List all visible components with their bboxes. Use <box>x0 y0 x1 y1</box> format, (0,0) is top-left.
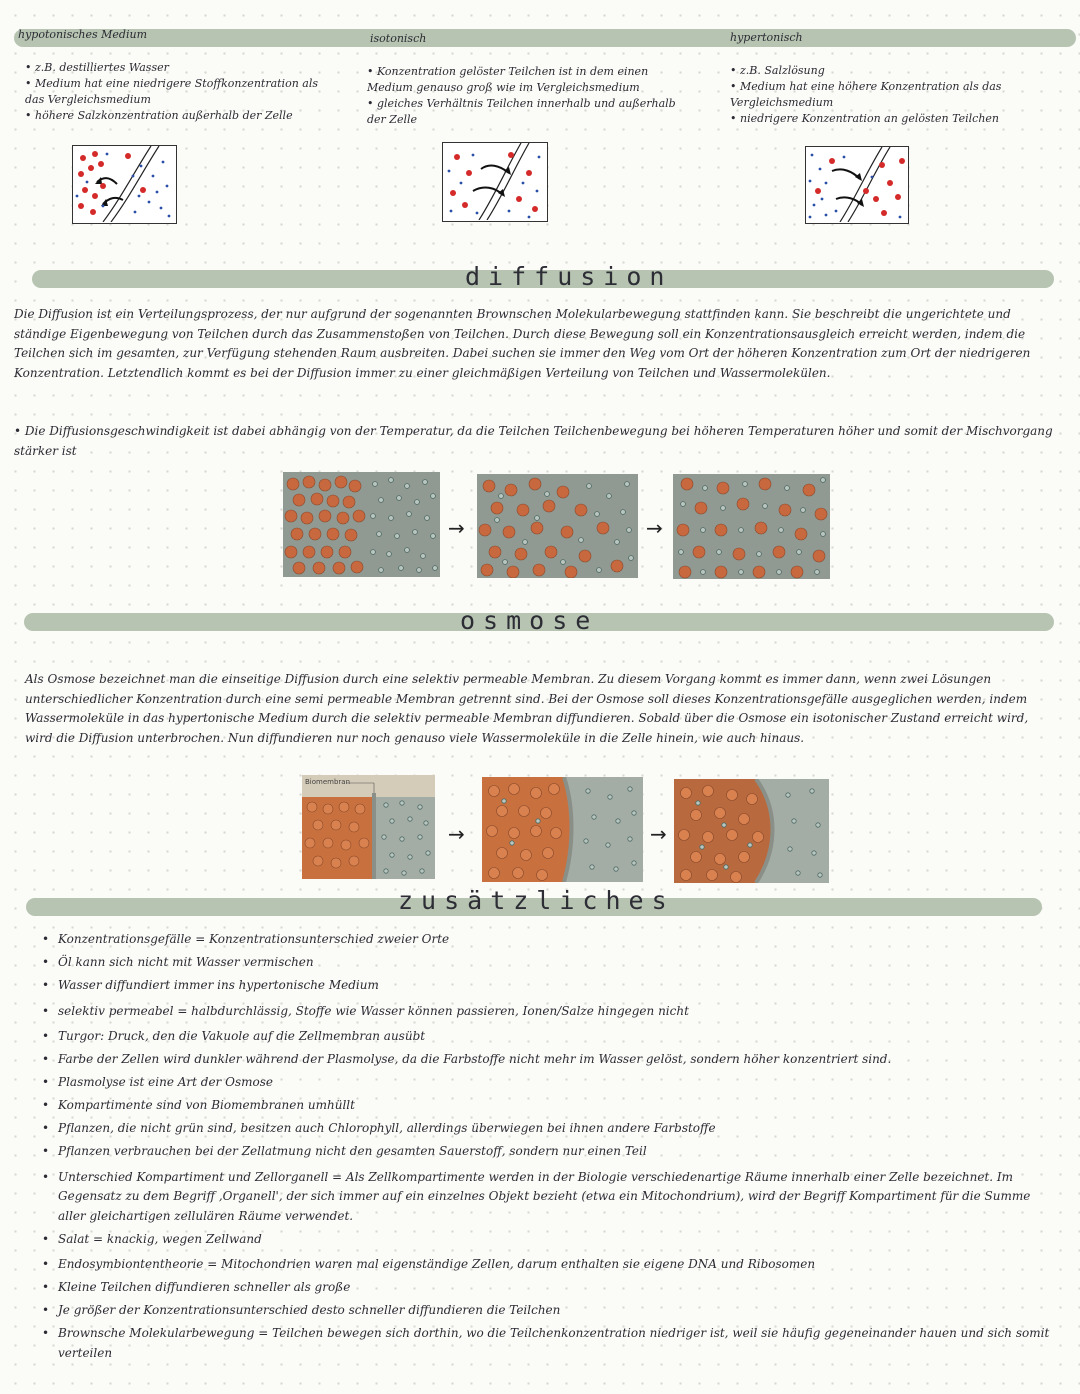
list-item: • Kompartimente sind von Biomembranen umhüllt <box>40 1096 1050 1116</box>
column-title-hypertonic: hypertonisch <box>730 31 803 44</box>
list-item: • Salat = knackig, wegen Zellwand <box>40 1230 1050 1250</box>
column-title-hypotonic: hypotonisches Medium <box>18 28 147 41</box>
list-item: • Plasmolyse ist eine Art der Osmose <box>40 1073 1050 1093</box>
arrow-right-icon: → <box>650 822 667 846</box>
list-item: • Kleine Teilchen diffundieren schneller als große <box>40 1278 1050 1298</box>
list-item: • selektiv permeabel = halbdurchlässig, Stoffe wie Wasser können passieren, Ionen/Salze hingegen nicht <box>40 1002 1050 1022</box>
isotonic-list <box>367 64 692 128</box>
list-item: • Turgor: Druck, den die Vakuole auf die Zellmembran ausübt <box>40 1027 1050 1047</box>
list-item: • Medium hat eine niedrigere Stoffkonzentration als das Vergleichsmedium <box>25 76 325 108</box>
osmose-stage-2 <box>482 777 643 882</box>
diagram-hypertonic <box>805 146 909 224</box>
list-item: • z.B. destilliertes Wasser <box>25 60 325 76</box>
list-item: • Endosymbiontentheorie = Mitochondrien waren mal eigenständige Zellen, darum enthalten sie eigene DNA und Ribosomen <box>40 1255 1050 1275</box>
hypertonic-list <box>730 63 1030 127</box>
diagram-isotonic <box>442 142 548 222</box>
diffusion-stage-2-graphic <box>477 474 638 578</box>
osmose-stage-1 <box>302 775 435 879</box>
list-item: • Brownsche Molekularbewegung = Teilchen bewegen sich dorthin, wo die Teilchenkonzentration niedriger ist, weil sie häufig gegeneinander hauen und sich somit verteilen <box>40 1324 1050 1363</box>
isotonic-particles-graphic <box>443 143 546 220</box>
column-title-isotonic: isotonisch <box>370 32 427 45</box>
zusaetzliches-heading: zusätzliches <box>398 886 675 915</box>
list-item: • Farbe der Zellen wird dunkler während der Plasmolyse, da die Farbstoffe nicht mehr im Wasser gelöst, sondern höher konzentriert sind. <box>40 1050 1050 1070</box>
diffusion-paragraph: Die Diffusion ist ein Verteilungsprozess, der nur aufgrund der sogenannten Brownschen Molekularbewegung stattfinden kann. Sie beschreibt die ungerichtete und ständige Eigenbewegung von Teilchen durch das Zusammenstoßen von Teilchen. Durch diese Bewegung soll ein Konzentrationsausgleich erreicht werden, indem die Teilchen sich im gesamten, zur Verfügung stehenden Raum ausbreiten. Dabei suchen sie immer den Weg vom Ort der höheren Konzentration zum Ort der niedrigeren Konzentration. Letztendlich kommt es bei der Diffusion immer zu einer gleichmäßigen Verteilung von Teilchen und Wassermolekülen. <box>14 307 1031 380</box>
diffusion-stage-1-graphic <box>283 472 440 577</box>
arrow-right-icon: → <box>448 516 465 540</box>
osmose-heading: osmose <box>460 606 599 635</box>
list-item: • Wasser diffundiert immer ins hypertonische Medium <box>40 976 1050 996</box>
list-item: • Je größer der Konzentrationsunterschied desto schneller diffundieren die Teilchen <box>40 1301 1050 1321</box>
diffusion-stage-3 <box>673 474 830 579</box>
osmose-stage-3-graphic <box>674 779 829 883</box>
list-item: • Konzentrationsgefälle = Konzentrationsunterschied zweier Orte <box>40 930 1050 950</box>
list-item: • Pflanzen, die nicht grün sind, besitzen auch Chlorophyll, allerdings überwiegen bei ihnen andere Farbstoffe <box>40 1119 1050 1139</box>
list-item: • Medium hat eine höhere Konzentration als das Vergleichsmedium <box>730 79 1030 111</box>
osmose-stage-2-graphic <box>482 777 643 882</box>
list-item: • Konzentration gelöster Teilchen ist in dem einen Medium genauso groß wie im Vergleichsmedium <box>367 64 692 96</box>
diffusion-note: • Die Diffusionsgeschwindigkeit ist dabei abhängig von der Temperatur, da die Teilchen Teilchenbewegung bei höheren Temperaturen höher und somit der Mischvorgang stärker ist <box>14 424 1053 458</box>
list-item: • Unterschied Kompartiment und Zellorganell = Als Zellkompartimente werden in der Biologie verschiedenartige Räume innerhalb einer Zelle bezeichnet. Im Gegensatz zu dem Begriff ‚Organell', der sich immer auf ein einzelnes Objekt bezieht (etwa ein Mitochondrium), wird der Begriff Kompartiment für die Summe aller gleichartigen zellulären Räume verwendet. <box>40 1168 1050 1227</box>
diffusion-stage-2 <box>477 474 638 578</box>
arrow-right-icon: → <box>646 516 663 540</box>
list-item: • höhere Salzkonzentration außerhalb der Zelle <box>25 108 325 124</box>
diagram-hypotonic <box>72 145 177 224</box>
list-item: • niedrigere Konzentration an gelösten Teilchen <box>730 111 1030 127</box>
osmose-stage-3 <box>674 779 829 883</box>
osmose-stage-1-graphic <box>302 775 435 879</box>
top-band <box>14 29 1076 47</box>
diffusion-heading: diffusion <box>465 262 673 291</box>
diffusion-stage-1 <box>283 472 440 577</box>
hypotonic-list <box>25 60 325 124</box>
list-item: • Pflanzen verbrauchen bei der Zellatmung nicht den gesamten Sauerstoff, sondern nur einen Teil <box>40 1142 1050 1162</box>
list-item: • z.B. Salzlösung <box>730 63 1030 79</box>
osmose-paragraph: Als Osmose bezeichnet man die einseitige Diffusion durch eine selektiv permeable Membran. Zu diesem Vorgang kommt es immer dann, wenn zwei Lösungen unterschiedlicher Konzentration durch eine semi permeable Membran getrennt sind. Bei der Osmose soll dieses Konzentrationsgefälle ausgeglichen werden, indem Wassermoleküle in das hypertonische Medium durch die selektiv permeable Membran diffundieren. Sobald über die Osmose ein isotonischer Zustand erreicht wird, wird die Diffusion unterbrochen. Nun diffundieren nur noch genauso viele Wassermoleküle in die Zelle hinein, wie auch hinaus. <box>25 672 1029 745</box>
arrow-right-icon: → <box>448 822 465 846</box>
hypotonic-particles-graphic <box>73 146 175 222</box>
diffusion-stage-3-graphic <box>673 474 830 579</box>
biomembran-label: Biomembran <box>305 778 351 786</box>
hypertonic-particles-graphic <box>806 147 907 222</box>
list-item: • gleiches Verhältnis Teilchen innerhalb und außerhalb der Zelle <box>367 96 692 128</box>
list-item: • Öl kann sich nicht mit Wasser vermischen <box>40 953 1050 973</box>
zusaetzliches-list <box>40 930 1050 1367</box>
